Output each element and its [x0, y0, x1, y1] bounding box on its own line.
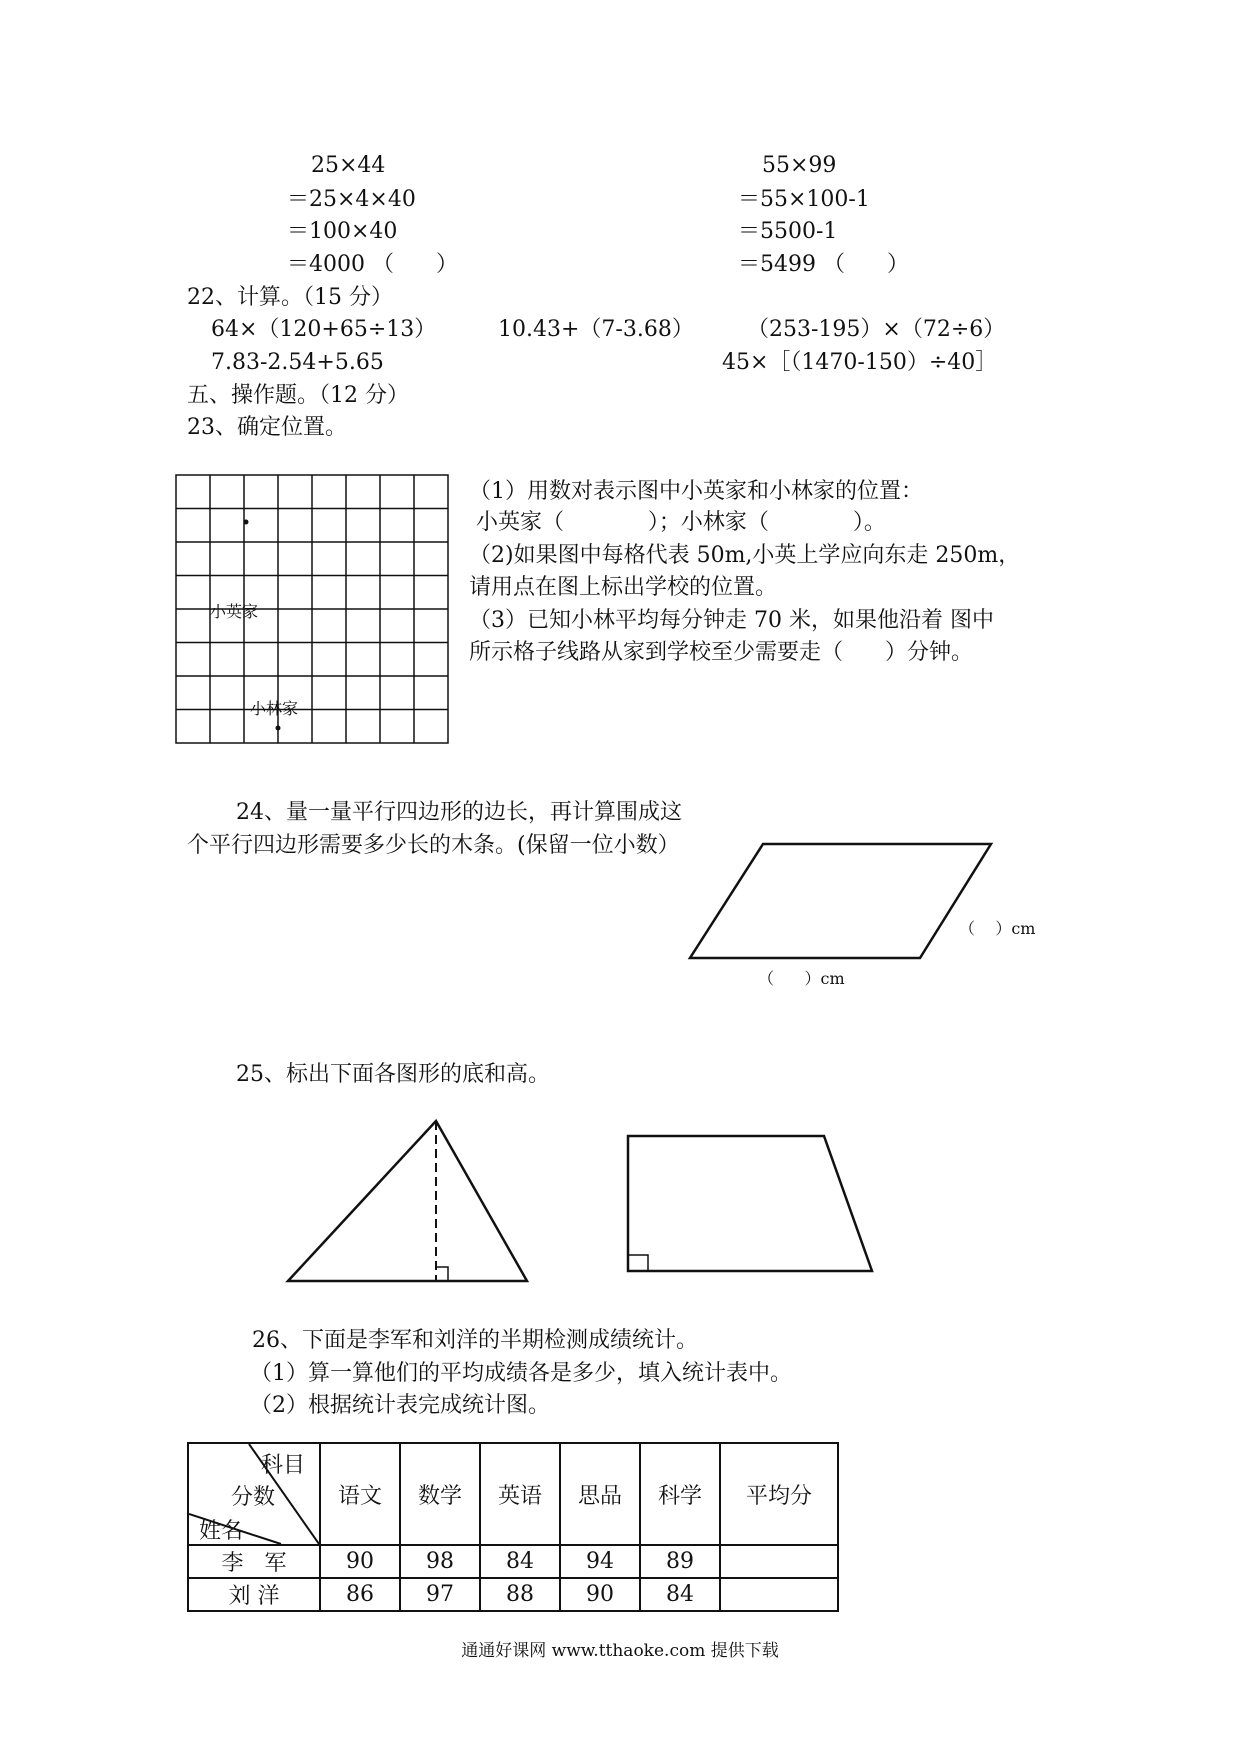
triangle — [288, 1121, 527, 1281]
q26-sub-2: （2）根据统计表完成统计图。 — [250, 1393, 550, 1418]
trapezoid-right-angle-mark — [628, 1255, 648, 1271]
score-cell: 98 — [400, 1545, 480, 1578]
example-left-line-2: ＝25×4×40 — [287, 187, 416, 212]
q26-title: 26、下面是李军和刘洋的半期检测成绩统计。 — [252, 1328, 698, 1353]
example-right-line-3: ＝5500-1 — [738, 219, 838, 244]
xiaoying-home-dot — [244, 520, 249, 525]
example-left-line-3: ＝100×40 — [287, 219, 398, 244]
student-name: 李 军 — [188, 1545, 320, 1578]
example-left-line-4: ＝4000 （ ） — [287, 252, 458, 277]
example-left-line-1: 25×44 — [311, 153, 386, 178]
column-header: 平均分 — [720, 1443, 838, 1545]
example-right-line-2: ＝55×100-1 — [738, 187, 870, 212]
table-header-row — [188, 1443, 838, 1545]
page-footer: 通通好课网 www.tthaoke.com 提供下载 — [461, 1641, 779, 1661]
q23-line-4: 请用点在图上标出学校的位置。 — [469, 575, 778, 600]
score-cell: 90 — [560, 1578, 640, 1611]
column-header: 英语 — [480, 1443, 560, 1545]
q23-title: 23、确定位置。 — [187, 415, 347, 440]
header-score-label: 分数 — [231, 1485, 276, 1510]
score-cell: 84 — [480, 1545, 560, 1578]
score-table — [187, 1442, 839, 1612]
q22-title: 22、计算。（15 分） — [187, 285, 393, 310]
score-cell: 90 — [320, 1545, 400, 1578]
parallelogram-base-label: （ ）cm — [758, 969, 845, 988]
header-name-label: 姓名 — [199, 1519, 244, 1544]
q22-expr-5: 45×［（1470-150）÷40］ — [722, 350, 998, 375]
header-corner-cell — [188, 1443, 320, 1545]
q25-title: 25、标出下面各图形的底和高。 — [236, 1062, 550, 1087]
score-cell: 84 — [640, 1578, 720, 1611]
q23-line-1: （1）用数对表示图中小英家和小林家的位置： — [469, 479, 923, 504]
table-row — [188, 1545, 838, 1578]
header-subject-label: 科目 — [261, 1453, 306, 1478]
score-cell: 94 — [560, 1545, 640, 1578]
average-cell[interactable] — [720, 1578, 838, 1611]
xiaolin-home-label: 小林家 — [250, 699, 299, 718]
q23-line-3: （2)如果图中每格代表 50m,小英上学应向东走 250m， — [469, 543, 1021, 568]
q22-expr-1: 64×（120+65÷13） — [211, 317, 437, 342]
score-cell: 89 — [640, 1545, 720, 1578]
score-cell: 97 — [400, 1578, 480, 1611]
q23-line-2: 小英家（ ）；小林家（ ）。 — [469, 510, 886, 535]
xiaoying-home-label: 小英家 — [210, 602, 259, 621]
average-cell[interactable] — [720, 1545, 838, 1578]
column-header: 思品 — [560, 1443, 640, 1545]
q23-line-5: （3）已知小林平均每分钟走 70 米，如果他沿着 图中 — [469, 608, 994, 633]
triangle-right-angle-mark — [436, 1267, 448, 1281]
score-cell: 86 — [320, 1578, 400, 1611]
parallelogram — [690, 844, 991, 958]
table-row — [188, 1578, 838, 1611]
q22-expr-3: （253-195）×（72÷6） — [747, 317, 1006, 342]
q23-line-6: 所示格子线路从家到学校至少需要走（ ）分钟。 — [469, 640, 973, 665]
section-5-heading: 五、操作题。（12 分） — [187, 383, 409, 408]
q24-line-2: 个平行四边形需要多少长的木条。(保留一位小数） — [187, 833, 680, 858]
column-header: 科学 — [640, 1443, 720, 1545]
xiaolin-home-dot — [276, 726, 281, 731]
example-right-line-1: 55×99 — [762, 153, 837, 178]
parallelogram-side-label: （ ）cm — [959, 919, 1036, 938]
q22-expr-4: 7.83-2.54+5.65 — [211, 350, 384, 375]
score-cell: 88 — [480, 1578, 560, 1611]
column-header: 数学 — [400, 1443, 480, 1545]
column-header: 语文 — [320, 1443, 400, 1545]
example-right-line-4: ＝5499 （ ） — [738, 252, 909, 277]
trapezoid — [628, 1136, 872, 1271]
student-name: 刘 洋 — [188, 1578, 320, 1611]
q22-expr-2: 10.43+（7-3.68） — [498, 317, 694, 342]
q24-line-1: 24、量一量平行四边形的边长，再计算围成这 — [236, 800, 682, 825]
q26-sub-1: （1）算一算他们的平均成绩各是多少，填入统计表中。 — [250, 1361, 792, 1386]
